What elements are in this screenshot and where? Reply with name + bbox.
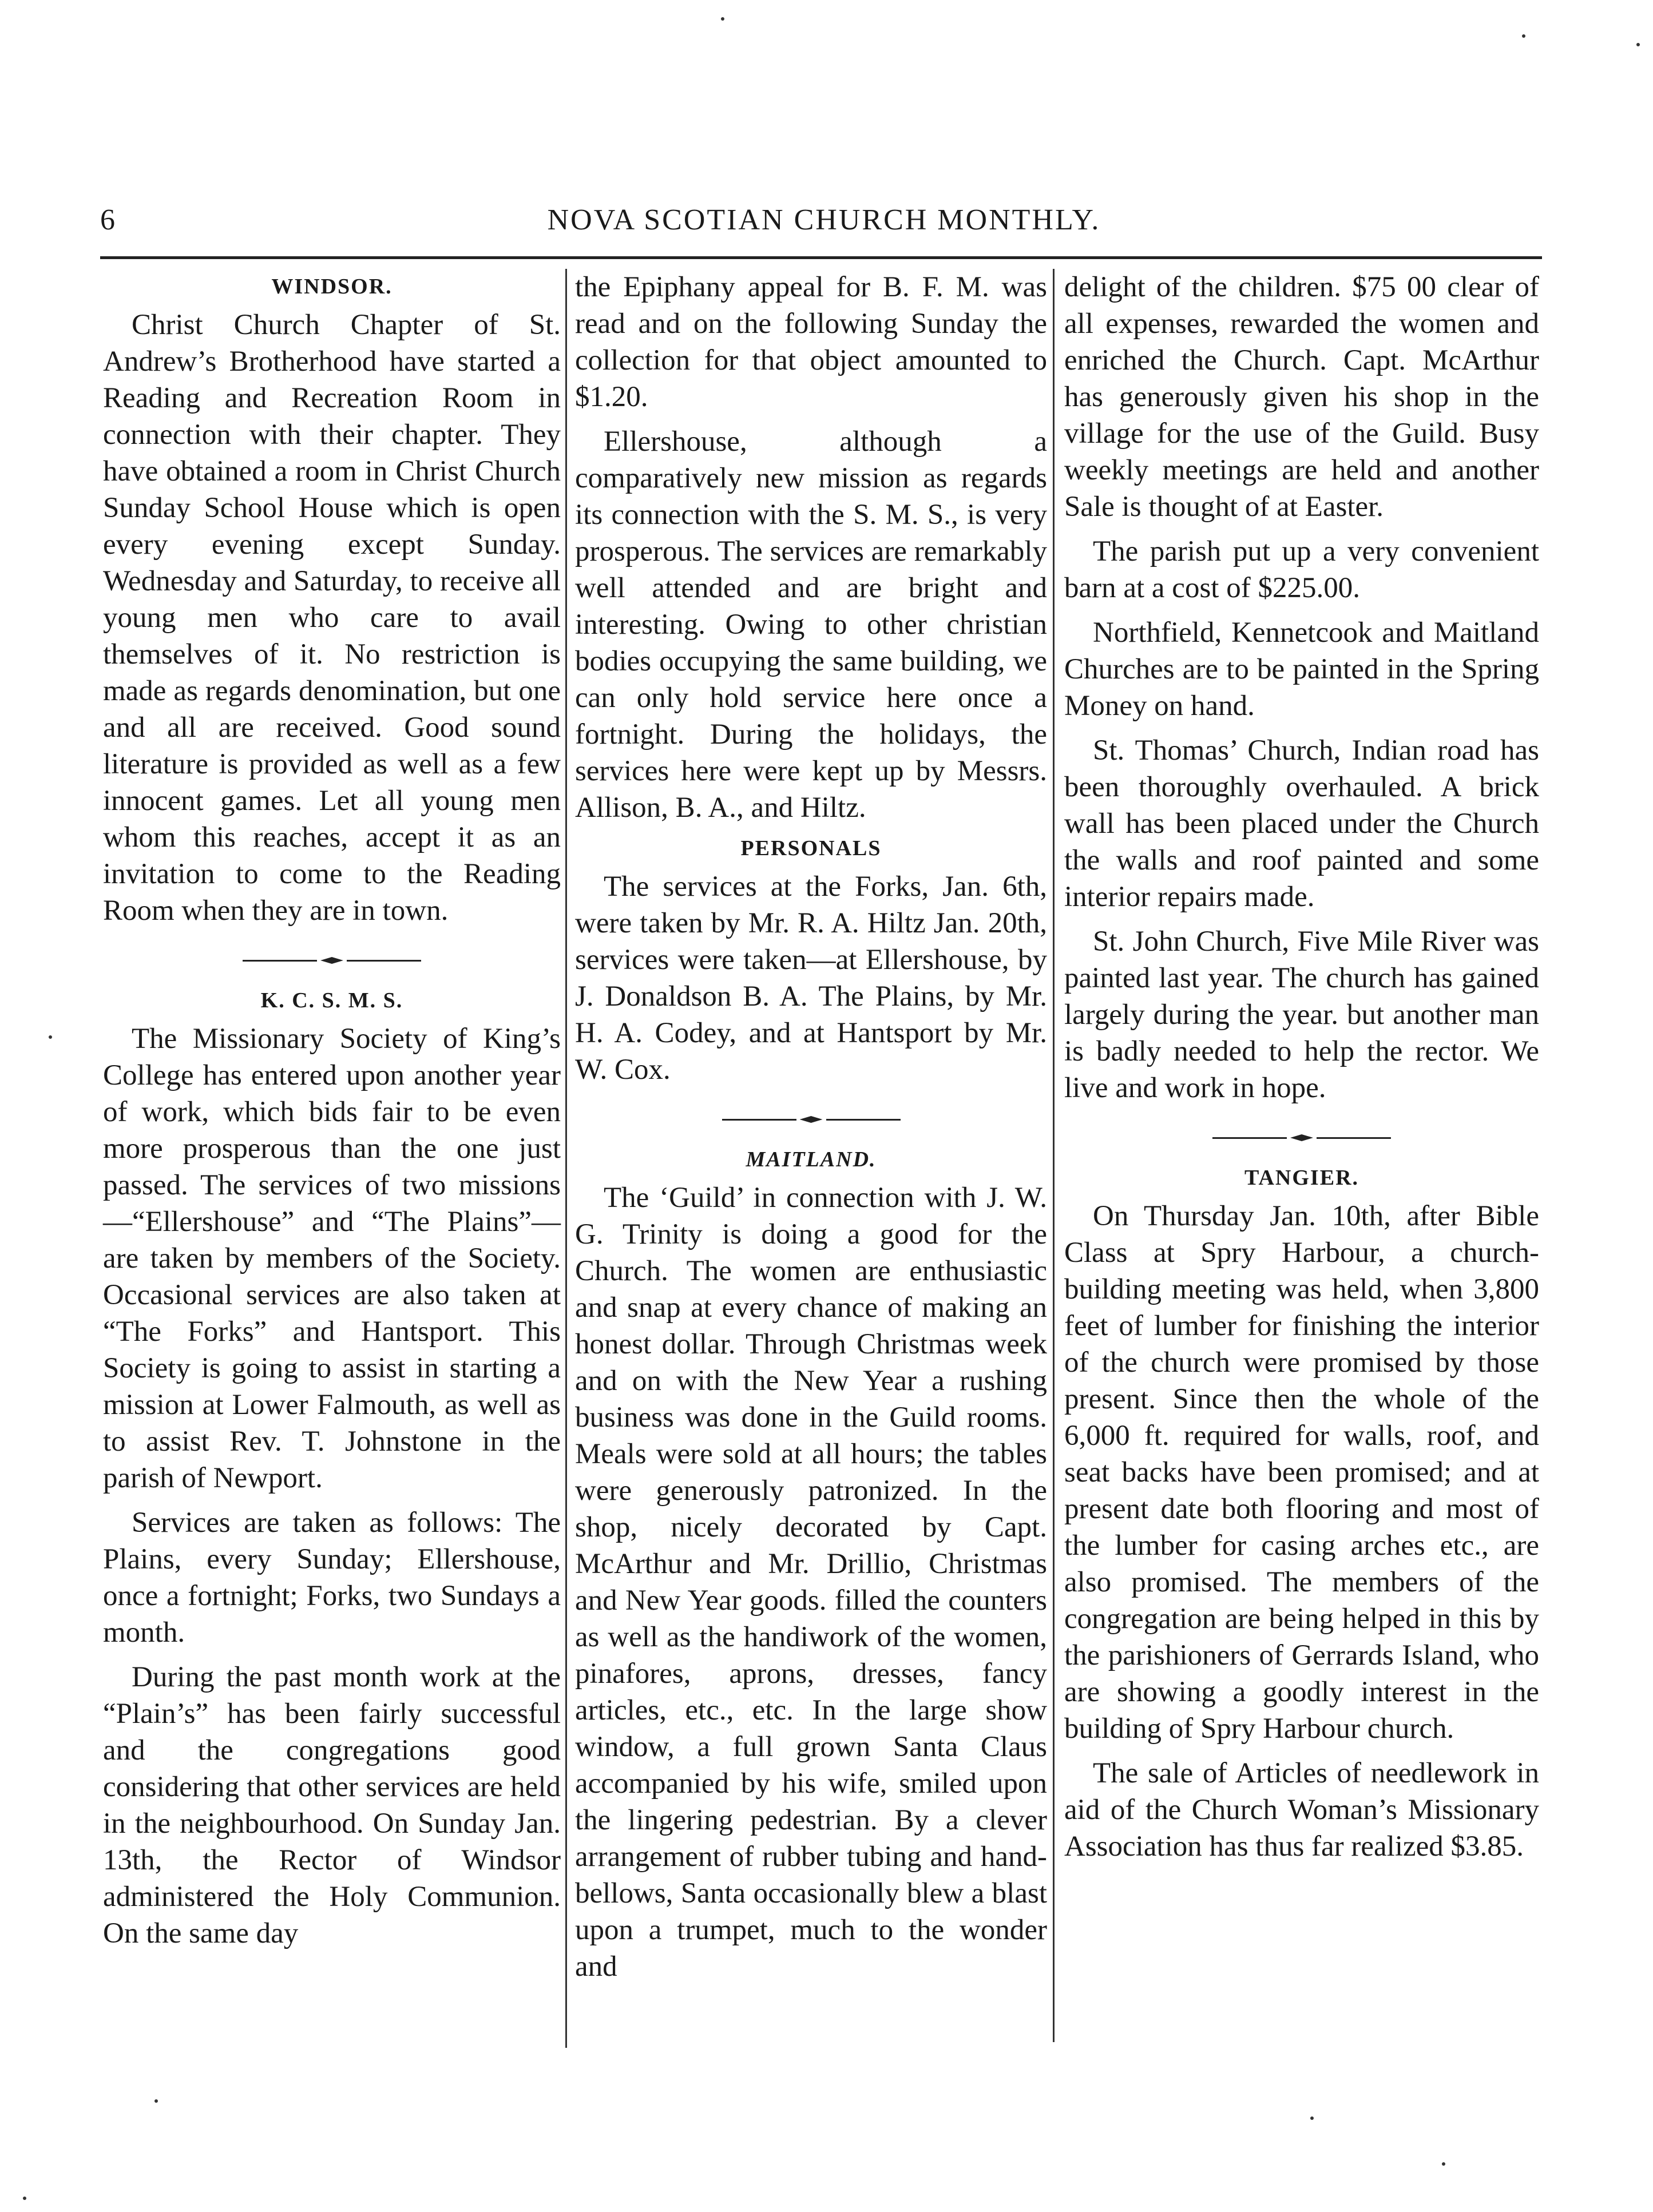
section-heading-kcsms: K. C. S. M. S. [260, 988, 403, 1012]
scan-speck [1310, 2116, 1314, 2120]
column-3 [1064, 269, 1539, 1873]
paragraph: The parish put up a very convenient barn at a cost of $225.00. [1064, 535, 1539, 604]
section-heading-maitland: MAITLAND. [746, 1147, 877, 1171]
scan-speck [49, 1035, 52, 1039]
scan-speck [1522, 34, 1525, 38]
column-divider [565, 269, 567, 2048]
column-2 [575, 269, 1047, 1993]
paragraph: The ‘Guild’ in connection with J. W. G. Trinity is doing a good for the Church. The women are enthusiastic and snap at every chance of making an honest dollar. Through Christmas week and on with the New Year a rushing business was done in the Guild rooms. Meals were sold at all hours; the tables were generously patronized. In the shop, nicely decorated by Capt. McArthur and Mr. Drillio, Christmas and New Year goods. filled the counters as well as the handiwork of the women, pinafores, aprons, dresses, fancy articles, etc., etc. In the large show window, a full grown Santa Claus accompanied by his wife, smiled upon the lingering pedestrian. By a clever arrangement of rubber tubing and hand-bellows, Santa occasionally blew a blast upon a trumpet, much to the wonder and [575, 1182, 1047, 1983]
paragraph: Services are taken as follows: The Plains, every Sunday; Ellershouse, once a fortnight; Forks, two Sundays a month. [103, 1507, 561, 1649]
paragraph: Ellershouse, although a comparatively new mission as regards its connection with the S. M. S., is very prosperous. The services are remarkably well attended and are bright and interesting. Owing to other christian bodies occupying the same building, we can only hold service here once a fortnight. During the holidays, the services here were kept up by Messrs. Allison, B. A., and Hiltz. [575, 426, 1047, 824]
paragraph: The sale of Articles of needlework in aid of the Church Woman’s Missionary Association has thus far realized $3.85. [1064, 1757, 1539, 1862]
paragraph: the Epiphany appeal for B. F. M. was read and on the following Sunday the collection for that object amounted to $1.20. [575, 271, 1047, 413]
page-number: 6 [100, 204, 115, 236]
section-heading-tangier: TANGIER. [1244, 1166, 1359, 1190]
section-divider-ornament [575, 1111, 1047, 1128]
paragraph: St. John Church, Five Mile River was painted last year. The church has gained largely during the year. but another man is badly needed to help the rector. We live and work in hope. [1064, 926, 1539, 1104]
paragraph: On Thursday Jan. 10th, after Bible Class at Spry Harbour, a church-building meeting was held, when 3,800 feet of lumber for finishing the interior of the church were promised by those present. Since then the whole of the 6,000 ft. required for walls, roof, and seat backs have been promised; and at present date both flooring and most of the lumber for casing arches etc., are also promised. The members of the congregation are being helped in this by the parishioners of Gerrards Island, who are showing a goodly interest in the building of Spry Harbour church. [1064, 1200, 1539, 1745]
publication-title: NOVA SCOTIAN CHURCH MONTHLY. [547, 204, 1101, 236]
paragraph: The services at the Forks, Jan. 6th, were taken by Mr. R. A. Hiltz Jan. 20th, services were taken—at Ellershouse, by J. Donaldson B. A. The Plains, by Mr. H. A. Codey, and at Hantsport by Mr. W. Cox. [575, 871, 1047, 1086]
page-header [100, 203, 1548, 243]
scan-speck [154, 2099, 158, 2103]
section-heading-windsor: WINDSOR. [271, 275, 393, 299]
paragraph: St. Thomas’ Church, Indian road has been thoroughly overhauled. A brick wall has been placed under the Church the walls and roof painted and some interior repairs made. [1064, 734, 1539, 913]
scan-speck [721, 17, 724, 21]
scan-speck [23, 2197, 26, 2200]
paragraph: Northfield, Kennetcook and Maitland Churches are to be painted in the Spring Money on hand. [1064, 617, 1539, 722]
scan-speck [1636, 43, 1640, 46]
paragraph: delight of the children. $75 00 clear of all expenses, rewarded the women and enriched the Church. Capt. McArthur has generously given his shop in the village for the use of the Guild. Busy weekly meetings are held and another Sale is thought of at Easter. [1064, 271, 1539, 523]
paragraph: During the past month work at the “Plain’s” has been fairly successful and the congregations good considering that other services are held in the neighbourhood. On Sunday Jan. 13th, the Rector of Windsor administered the Holy Communion. On the same day [103, 1661, 561, 1949]
column-divider [1053, 269, 1055, 2042]
column-1 [103, 269, 561, 1960]
paragraph: Christ Church Chapter of St. Andrew’s Brotherhood have started a Reading and Recreation Room in connection with their chapter. They have obtained a room in Christ Church Sunday School House which is open every evening except Sunday. Wednesday and Saturday, to receive all young men who care to avail themselves of it. No restriction is made as regards denomination, but one and all are received. Good sound literature is provided as well as a few innocent games. Let all young men whom this reaches, accept it as an invitation to come to the Reading Room when they are in town. [103, 309, 561, 927]
scan-speck [1442, 2162, 1445, 2166]
section-heading-personals: PERSONALS [740, 836, 882, 860]
section-divider-ornament [103, 952, 561, 969]
header-rule [100, 256, 1542, 259]
paragraph: The Missionary Society of King’s College has entered upon another year of work, which bids fair to be even more prosperous than the one just passed. The services of two missions—“Ellershouse” and “The Plains”— are taken by members of the Society. Occasional services are also taken at “The Forks” and Hantsport. This Society is going to assist in starting a mission at Lower Falmouth, as well as to assist Rev. T. Johnstone in the parish of Newport. [103, 1023, 561, 1494]
section-divider-ornament [1064, 1129, 1539, 1146]
